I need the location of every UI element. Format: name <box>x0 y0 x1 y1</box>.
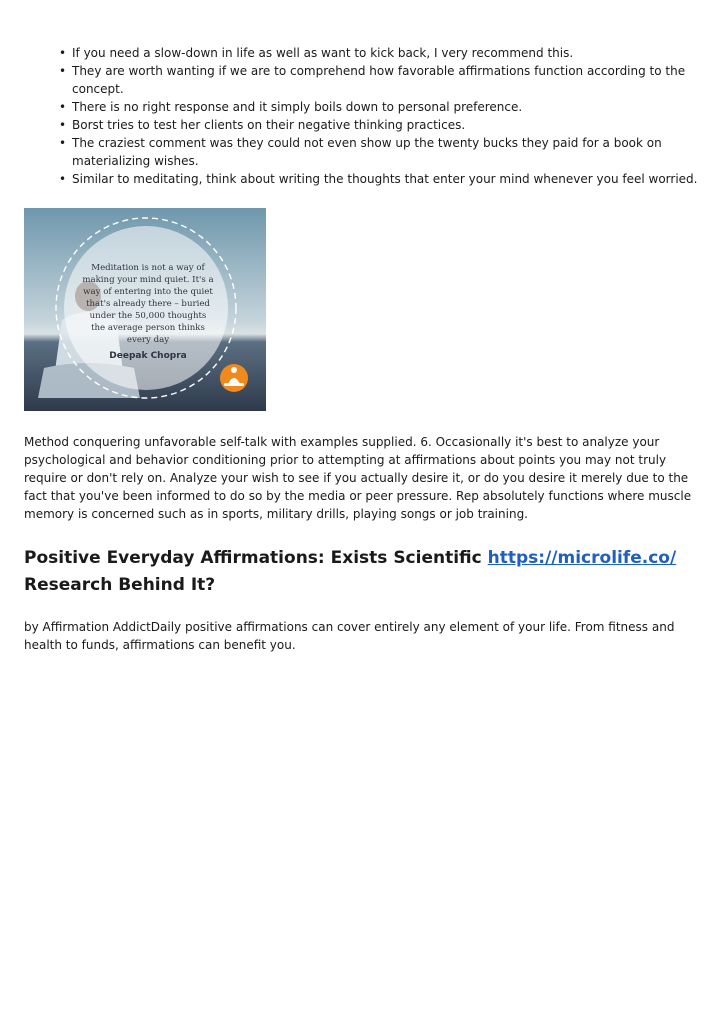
list-item: • Borst tries to test her clients on their negative thinking practices. <box>58 116 698 134</box>
section-heading <box>24 545 700 599</box>
heading-link[interactable]: https://microlife.co/ <box>487 548 677 568</box>
quote-line: making your mind quiet. It's a <box>82 275 214 285</box>
body-paragraph: Method conquering unfavorable self-talk with examples supplied. 6. Occasionally it's best to analyze your psychological and behavior conditioning prior to attempting at affirmations about points you may not truly require or don't rely on. Analyze your wish to see if you actually desire it, or do you desire it merely due to the fact that you've been informed to do so by the media or peer pressure. Rep absolutely functions where muscle memory is concerned such as in sports, military drills, playing songs or job training. <box>24 435 692 521</box>
heading-text: Positive Everyday Affirmations: Exists Scientific <box>24 548 488 568</box>
heading-text: Research Behind It? <box>24 575 216 595</box>
quote-line: Meditation is not a way of <box>91 263 205 273</box>
quote-line: that's already there – buried <box>86 299 210 309</box>
list-item: • There is no right response and it simply boils down to personal preference. <box>58 98 698 116</box>
meditation-figure-icon <box>220 364 248 392</box>
quote-image <box>24 208 266 411</box>
body-paragraph: by Affirmation AddictDaily positive affirmations can cover entirely any element of your life. From fitness and health to funds, affirmations can benefit you. <box>24 620 675 652</box>
list-item: • They are worth wanting if we are to comprehend how favorable affirmations function according to the concept. <box>58 62 698 98</box>
list-item: • The craziest comment was they could not even show up the twenty bucks they paid for a book on materializing wishes. <box>58 134 698 170</box>
quote-author: Deepak Chopra <box>109 351 187 361</box>
quote-line: under the 50,000 thoughts <box>89 311 207 321</box>
list-item: • Similar to meditating, think about writing the thoughts that enter your mind whenever you feel worried. <box>58 170 698 188</box>
quote-line: way of entering into the quiet <box>83 287 213 297</box>
quote-line: every day <box>126 335 170 345</box>
list-item: • If you need a slow-down in life as well as want to kick back, I very recommend this. <box>58 44 698 62</box>
bullet-list <box>58 44 698 188</box>
quote-line: the average person thinks <box>91 323 205 333</box>
